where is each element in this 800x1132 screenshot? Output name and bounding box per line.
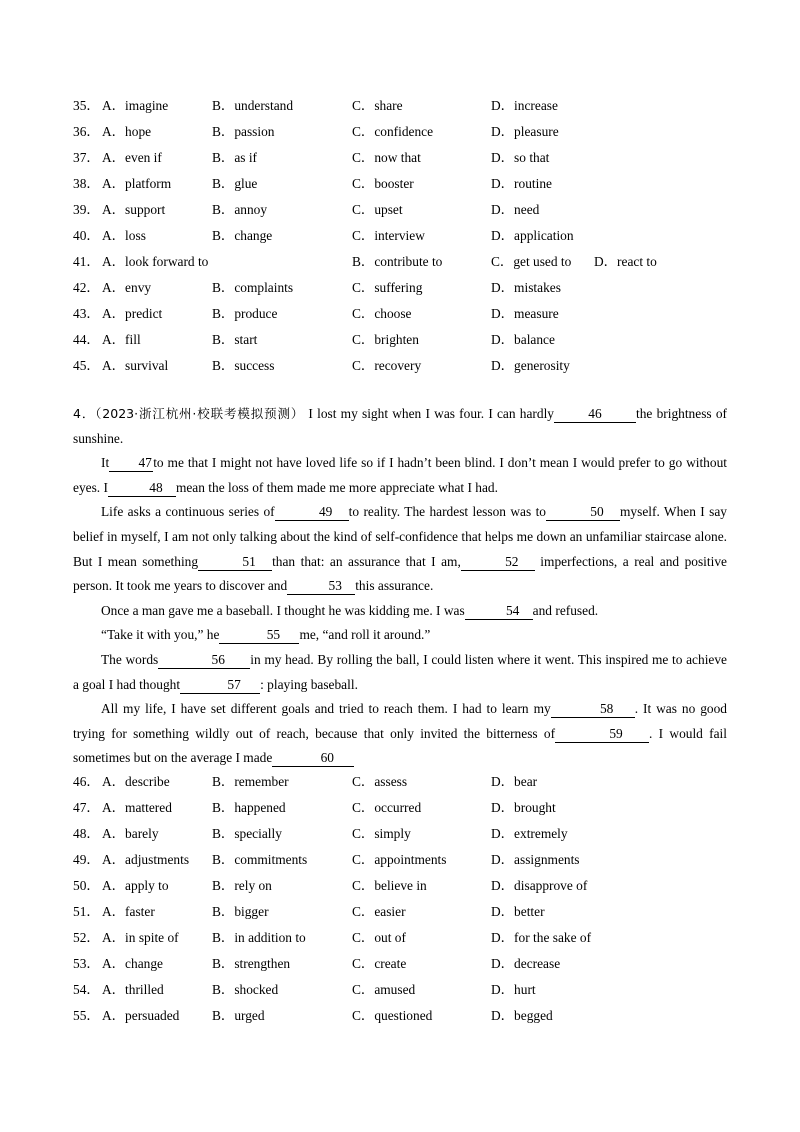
text: All my life, I have set different goals and tried to reach them. I had to learn my — [101, 701, 551, 717]
option-d: D．mistakes — [491, 280, 561, 295]
option-c: C．recovery — [352, 358, 422, 373]
question-number: 38． — [73, 176, 100, 191]
option-c: C．interview — [352, 228, 425, 243]
option-c: C．brighten — [352, 332, 419, 347]
option-d: D．disapprove of — [491, 878, 588, 893]
option-b: B．change — [212, 228, 273, 243]
blank-51[interactable]: 51 — [198, 554, 272, 571]
option-b: B．bigger — [212, 904, 269, 919]
option-c: C．assess — [352, 774, 408, 789]
option-b: B．contribute to — [352, 254, 443, 269]
question-number: 53． — [73, 956, 100, 971]
passage-source: 4．（2023·浙江杭州·校联考模拟预测） — [73, 406, 305, 421]
text: than that: an assurance that I am, — [272, 553, 461, 569]
blank-60[interactable]: 60 — [272, 750, 354, 767]
option-b: B．passion — [212, 124, 275, 139]
question-number: 52． — [73, 930, 100, 945]
option-b: B．shocked — [212, 982, 279, 997]
option-b: B．urged — [212, 1008, 265, 1023]
option-d: D．so that — [491, 150, 550, 165]
blank-54[interactable]: 54 — [465, 603, 533, 620]
option-a: A．faster — [102, 904, 155, 919]
question-number: 47． — [73, 800, 100, 815]
option-b: B．in addition to — [212, 930, 306, 945]
option-b: B．annoy — [212, 202, 268, 217]
option-c: C．simply — [352, 826, 411, 841]
option-d: D．generosity — [491, 358, 570, 373]
option-b: B．start — [212, 332, 258, 347]
option-c: C．now that — [352, 150, 421, 165]
option-a: A．support — [102, 202, 166, 217]
option-a: A．envy — [102, 280, 152, 295]
blank-57[interactable]: 57 — [180, 677, 260, 694]
text: I lost my sight when I was four. I can hardly — [304, 406, 554, 421]
text: Life asks a continuous series of — [101, 504, 275, 520]
blank-47[interactable]: 47 — [109, 455, 153, 472]
blank-49[interactable]: 49 — [275, 504, 349, 521]
option-b: B．as if — [212, 150, 258, 165]
option-a: A．look forward to — [102, 254, 209, 269]
option-b: B．complaints — [212, 280, 294, 295]
option-b: B．happened — [212, 800, 286, 815]
option-d: D．routine — [491, 176, 552, 191]
blank-55[interactable]: 55 — [219, 627, 299, 644]
blank-59[interactable]: 59 — [555, 726, 649, 743]
option-d: D．measure — [491, 306, 559, 321]
question-number: 46． — [73, 774, 100, 789]
question-number: 36． — [73, 124, 100, 139]
option-a: A．even if — [102, 150, 162, 165]
option-c: C．amused — [352, 982, 416, 997]
question-number: 37． — [73, 150, 100, 165]
text: “Take it with you,” he — [101, 627, 220, 643]
text: to reality. The hardest lesson was to — [348, 504, 546, 520]
option-c: C．suffering — [352, 280, 423, 295]
option-d: D．increase — [491, 98, 558, 113]
option-a: A．barely — [102, 826, 159, 841]
question-number: 42． — [73, 280, 100, 295]
option-c: C．appointments — [352, 852, 447, 867]
question-number: 49． — [73, 852, 100, 867]
option-d: D．application — [491, 228, 574, 243]
option-c: C．confidence — [352, 124, 434, 139]
option-a: A．apply to — [102, 878, 169, 893]
text: me, “and roll it around.” — [299, 627, 431, 643]
text: this assurance. — [355, 578, 434, 594]
option-c: C．occurred — [352, 800, 422, 815]
option-c: C．questioned — [352, 1008, 433, 1023]
paragraph-4 — [73, 599, 727, 624]
option-a: A．loss — [102, 228, 146, 243]
paragraph-7 — [73, 697, 727, 771]
question-number: 55． — [73, 1008, 100, 1023]
text: It — [101, 455, 110, 471]
option-d: D．pleasure — [491, 124, 559, 139]
option-c: C．believe in — [352, 878, 427, 893]
text: to me that I might not have loved life so if I hadn’t been blind. I don’t mean I would prefer to go without eyes. I — [73, 455, 727, 495]
option-d: D．extremely — [491, 826, 568, 841]
option-d: D．brought — [491, 800, 556, 815]
option-d: D．assignments — [491, 852, 580, 867]
text: the brightness of sunshine. — [73, 406, 727, 446]
paragraph-2 — [73, 451, 727, 500]
option-c: C．upset — [352, 202, 403, 217]
text: . I would fail sometimes but on the average I made — [73, 725, 727, 766]
option-b: B．remember — [212, 774, 289, 789]
option-b: B．rely on — [212, 878, 272, 893]
option-c: C．easier — [352, 904, 406, 919]
option-b: B．produce — [212, 306, 278, 321]
option-a: A．fill — [102, 332, 141, 347]
text: : playing baseball. — [260, 676, 358, 692]
question-number: 48． — [73, 826, 100, 841]
option-a: A．thrilled — [102, 982, 164, 997]
option-a: A．platform — [102, 176, 172, 191]
option-a: A．in spite of — [102, 930, 179, 945]
option-d: D．hurt — [491, 982, 536, 997]
option-a: A．survival — [102, 358, 169, 373]
question-number: 40． — [73, 228, 100, 243]
text: . It was no good trying for something wildly out of reach, because that only invited the bitterness of — [73, 701, 727, 741]
text: in my head. By rolling the ball, I could listen where it went. This inspired me to achieve a goal I had thought — [73, 651, 728, 692]
question-number: 50． — [73, 878, 100, 893]
question-number: 35． — [73, 98, 100, 113]
option-b: B．strengthen — [212, 956, 291, 971]
option-a: A．change — [102, 956, 163, 971]
option-c: C．get used to — [491, 254, 572, 269]
option-a: A．hope — [102, 124, 152, 139]
blank-46[interactable]: 46 — [554, 406, 636, 423]
option-d: D．begged — [491, 1008, 553, 1023]
option-b: B．success — [212, 358, 275, 373]
text: Once a man gave me a baseball. I thought he was kidding me. I was — [101, 602, 465, 618]
option-c: C．create — [352, 956, 407, 971]
paragraph-3 — [73, 500, 727, 598]
blank-52[interactable]: 52 — [461, 554, 535, 571]
option-a: A．imagine — [102, 98, 169, 113]
option-d: D．for the sake of — [491, 930, 592, 945]
question-number: 44． — [73, 332, 100, 347]
option-d: D．balance — [491, 332, 555, 347]
option-d: D．react to — [594, 254, 657, 269]
option-b: B．glue — [212, 176, 258, 191]
option-c: C．out of — [352, 930, 406, 945]
question-number: 54． — [73, 982, 100, 997]
option-b: B．specially — [212, 826, 282, 841]
option-b: B．understand — [212, 98, 294, 113]
question-number: 41． — [73, 254, 100, 269]
blank-58[interactable]: 58 — [551, 701, 635, 718]
passage — [73, 402, 727, 771]
option-a: A．describe — [102, 774, 170, 789]
option-a: A．adjustments — [102, 852, 190, 867]
paragraph-1 — [73, 402, 727, 451]
option-d: D．decrease — [491, 956, 561, 971]
option-c: C．choose — [352, 306, 412, 321]
question-number: 51． — [73, 904, 100, 919]
text: The words — [101, 651, 159, 667]
blank-48[interactable]: 48 — [108, 480, 176, 497]
blank-56[interactable]: 56 — [158, 652, 250, 669]
question-number: 43． — [73, 306, 100, 321]
option-a: A．persuaded — [102, 1008, 180, 1023]
question-number: 39． — [73, 202, 100, 217]
blank-53[interactable]: 53 — [287, 578, 355, 595]
text: mean the loss of them made me more appreciate what I had. — [175, 479, 498, 495]
option-a: A．mattered — [102, 800, 172, 815]
text: and refused. — [532, 602, 599, 618]
paragraph-5 — [73, 623, 727, 648]
option-b: B．commitments — [212, 852, 308, 867]
option-d: D．need — [491, 202, 540, 217]
option-d: D．better — [491, 904, 545, 919]
option-c: C．share — [352, 98, 403, 113]
text: imperfections, a real and positive person. It took me years to discover and — [73, 553, 727, 594]
option-a: A．predict — [102, 306, 163, 321]
question-number: 45． — [73, 358, 100, 373]
option-d: D．bear — [491, 774, 538, 789]
blank-50[interactable]: 50 — [546, 504, 620, 521]
paragraph-6 — [73, 648, 727, 697]
text: myself. When I say belief in myself, I am not only talking about the kind of self-confidence that helps me down an unfamiliar staircase alone. But I mean something — [73, 504, 727, 569]
option-c: C．booster — [352, 176, 414, 191]
